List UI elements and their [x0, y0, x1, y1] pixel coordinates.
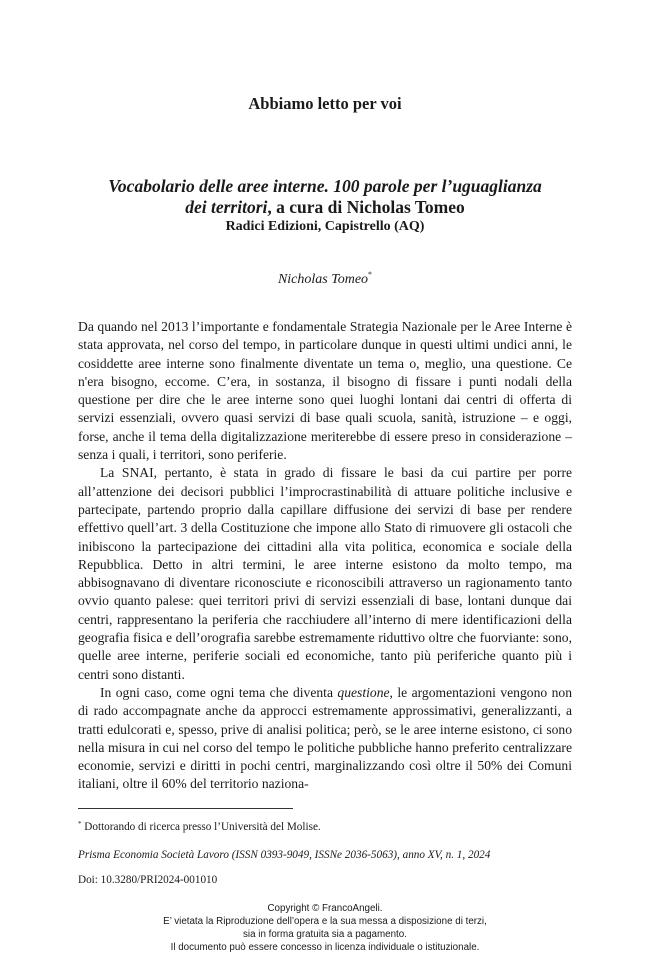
paragraph-2: La SNAI, pertanto, è stata in grado di fissare le basi da cui partire per porre all’attenzione dei decisori pubblici l’improcrastinabilità di attuare politiche inclusive e partecipate, partendo proprio dalla capillare diffusione dei servizi di base per rendere effettivo quell’art. 3 della Costituzione che impone allo Stato di rimuovere gli ostacoli che inibiscono la partecipazione dei cittadini alla vita politica, economica e sociale della Repubblica. Detto in altri termini, le aree interne esistono da molto tempo, ma abbisognavano di diventare riconosciute e riconoscibili attraverso un ragionamento tanto ovvio quanto palese: quei territori privi di servizi essenziali di base, lontani dunque dai centri, rappresentano la periferia che racchiudere all’interno di mere identificazioni della geografia fisica e dell’orografia sarebbe estremamente riduttivo oltre che fuorviante: sono, quelle aree interne, periferie sociali ed economiche, tanto più periferiche quanto più i centri sono distanti.: [78, 465, 572, 682]
copyright-line-3: sia in forma gratuita sia a pagamento.: [243, 929, 407, 940]
copyright-line-4: Il documento può essere concesso in licenza individuale o istituzionale.: [170, 942, 480, 953]
footnote: [78, 820, 321, 833]
author-name: Nicholas Tomeo: [277, 272, 369, 287]
article-title-italic-end: dei territori: [185, 197, 268, 217]
author-line: [0, 270, 650, 288]
copyright-notice: [0, 902, 650, 954]
footnote-text: Dottorando di ricerca presso l’Università del Molise.: [81, 821, 321, 833]
article-title-block: [60, 176, 590, 236]
journal-citation: Prisma Economia Società Lavoro (ISSN 0393-9049, ISSNe 2036-5063), anno XV, n. 1, 2024: [78, 849, 491, 861]
paragraph-3-emphasis: questione: [337, 684, 390, 700]
paragraph-3: [78, 684, 572, 794]
article-editor: , a cura di Nicholas Tomeo: [267, 197, 465, 217]
copyright-line-2: E’ vietata la Riproduzione dell’opera e la sua messa a disposizione di terzi,: [163, 916, 487, 927]
paragraph-3-end: , le argomentazioni vengono non di rado accompagnate anche da approcci estremamente approssimativi, generalizzanti, a tratti edulcorati e, spesso, prive di analisi politica; però, se le aree interne esistono, ci sono nella misura in cui nel corso del tempo le politiche pubbliche hanno preferito centralizzare economie, servizi e diritti in pochi centri, marginalizzando così oltre il 50% dei Comuni italiani, oltre il 60% del territorio naziona-: [78, 684, 572, 792]
article-title-line-1: [60, 176, 590, 197]
paragraph-3-start: In ogni caso, come ogni tema che diventa: [100, 684, 338, 700]
author-footnote-mark: *: [368, 270, 373, 279]
copyright-line-1: Copyright © FrancoAngeli.: [267, 903, 383, 914]
article-title-italic: Vocabolario delle aree interne. 100 parole per l’uguaglianza: [108, 176, 542, 196]
article-title-line-2: [60, 197, 590, 218]
footnote-mark: *: [78, 820, 82, 828]
article-publisher: Radici Edizioni, Capistrello (AQ): [225, 219, 425, 234]
section-title: Abbiamo letto per voi: [248, 94, 402, 113]
doi-link[interactable]: Doi: 10.3280/PRI2024-001010: [78, 874, 218, 886]
footnote-divider: [78, 808, 293, 809]
paragraph-1: Da quando nel 2013 l’importante e fondamentale Strategia Nazionale per le Aree Interne è stata approvata, nel corso del tempo, in particolare dunque in questi ultimi undici anni, le cosiddette aree interne sono finalmente diventate un tema o, meglio, una questione. Ce n'era bisogno, eccome. C’era, in sostanza, il bisogno di fissare i punti nodali della questione per dire che le aree interne sono quei luoghi lontani dai centri di offerta di servizi essenziali, ovvero quasi servizi di base quali scuola, sanità, istruzione – e oggi, forse, anche il tema della digitalizzazione meriterebbe di essere preso in considerazione – senza i quali, i territori, sono periferie.: [78, 319, 572, 463]
article-body: [78, 318, 572, 794]
